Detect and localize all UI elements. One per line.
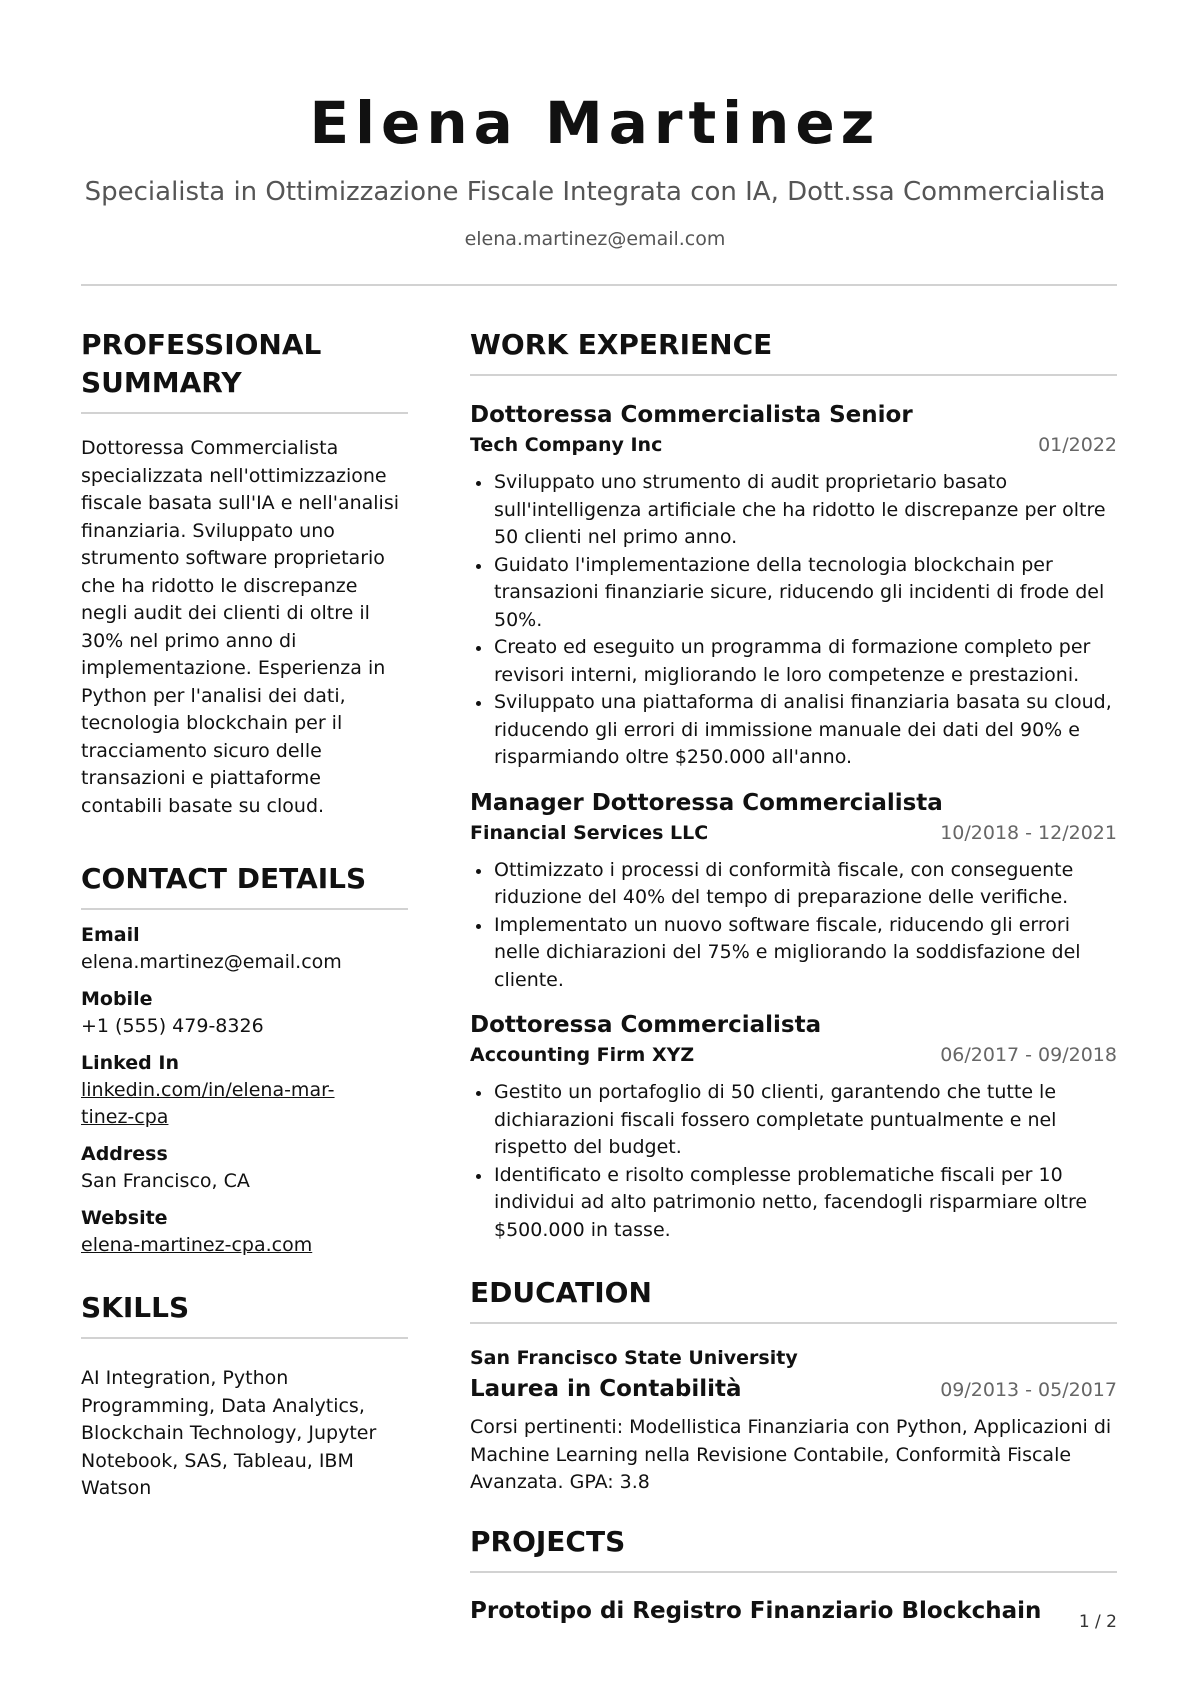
- skills-text: AI Integration, Python Programming, Data Analytics, Blockchain Technology, Jupyter Notebook, SAS, Tableau, IBM Watson: [81, 1367, 377, 1499]
- job-company: Accounting Firm XYZ: [470, 1044, 695, 1066]
- header-divider: [81, 284, 1117, 286]
- contact-divider: [81, 908, 408, 910]
- mobile-label: Mobile: [81, 988, 153, 1010]
- contact-section: [81, 860, 408, 1259]
- email-label: Email: [81, 924, 140, 946]
- address-value: San Francisco, CA: [81, 1170, 250, 1192]
- job-bullets: [470, 1079, 1117, 1244]
- job-date: 01/2022: [1038, 434, 1117, 456]
- right-column: [470, 326, 1117, 1627]
- bullet-item: Creato ed eseguito un programma di formazione completo per revisori interni, migliorando le loro competenze e prestazioni.: [470, 634, 1117, 689]
- education-section: [470, 1274, 1117, 1497]
- job-company: Tech Company Inc: [470, 434, 663, 456]
- mobile-value: +1 (555) 479-8326: [81, 1015, 264, 1037]
- bullet-item: Gestito un portafoglio di 50 clienti, garantendo che tutte le dichiarazioni fiscali fossero completate puntualmente e nel rispetto del budget.: [470, 1079, 1117, 1162]
- job-date: 06/2017 - 09/2018: [940, 1044, 1117, 1066]
- linkedin-link[interactable]: linkedin.com/in/elena-mar-tinez-cpa: [81, 1079, 335, 1128]
- bullet-item: Implementato un nuovo software fiscale, riducendo gli errori nelle dichiarazioni del 75% e migliorando la soddisfazione del cliente.: [470, 912, 1117, 995]
- projects-section: [470, 1523, 1117, 1627]
- job-entry: [470, 1010, 1117, 1244]
- edu-description: Corsi pertinenti: Modellistica Finanziaria con Python, Applicazioni di Machine Learning nella Revisione Contabile, Conformità Fiscale Avanzata. GPA: 3.8: [470, 1416, 1112, 1493]
- candidate-title: Specialista in Ottimizzazione Fiscale Integrata con IA, Dott.ssa Commercialista: [84, 177, 1106, 207]
- summary-divider: [81, 412, 408, 414]
- website-label: Website: [81, 1207, 168, 1229]
- job-entry: [470, 400, 1117, 772]
- address-label: Address: [81, 1143, 168, 1165]
- linkedin-label: Linked In: [81, 1052, 179, 1074]
- job-date: 10/2018 - 12/2021: [940, 821, 1117, 844]
- bullet-item: Guidato l'implementazione della tecnologia blockchain per transazioni finanziarie sicure, riducendo gli incidenti di frode del 50%.: [470, 552, 1117, 635]
- job-company: Financial Services LLC: [470, 821, 709, 844]
- job-title: Dottoressa Commercialista: [470, 1012, 822, 1038]
- skills-divider: [81, 1337, 408, 1339]
- job-bullets: [470, 857, 1117, 995]
- left-column: [81, 326, 408, 1503]
- candidate-name: Elena Martinez: [309, 89, 881, 157]
- summary-text: Dottoressa Commercialista specializzata nell'ottimizzazione fiscale basata sull'IA e nell'analisi finanziaria. Sviluppato uno strumento software proprietario che ha ridotto le discrepanze negli audit dei clienti di oltre il 30% nel primo anno di implementazione. Esperienza in Python per l'analisi dei dati, tecnologia blockchain per il tracciamento sicuro delle transazioni e piattaforme contabili basate su cloud.: [81, 437, 400, 817]
- skills-section: [81, 1289, 408, 1503]
- edu-date: 09/2013 - 05/2017: [940, 1379, 1117, 1401]
- header-email: elena.martinez@email.com: [464, 228, 726, 250]
- page-number: 1 / 2: [1078, 1612, 1117, 1632]
- bullet-item: Identificato e risolto complesse problematiche fiscali per 10 individui ad alto patrimonio netto, facendogli risparmiare oltre $500.000 in tasse.: [470, 1162, 1117, 1245]
- email-value: elena.martinez@email.com: [81, 951, 342, 973]
- project-title: Prototipo di Registro Finanziario Blockchain: [470, 1597, 1042, 1624]
- job-title: Manager Dottoressa Commercialista: [470, 789, 943, 816]
- skills-heading: SKILLS: [81, 1291, 190, 1324]
- website-link[interactable]: elena-martinez-cpa.com: [81, 1234, 313, 1256]
- projects-divider: [470, 1571, 1117, 1573]
- bullet-item: Ottimizzato i processi di conformità fiscale, con conseguente riduzione del 40% del tempo di preparazione delle verifiche.: [470, 857, 1117, 912]
- job-bullets: [470, 469, 1117, 772]
- education-divider: [470, 1322, 1117, 1324]
- contact-list: [81, 922, 408, 1259]
- edu-school: San Francisco State University: [470, 1347, 798, 1369]
- projects-heading: PROJECTS: [470, 1524, 626, 1558]
- work-divider: [470, 374, 1117, 376]
- summary-section: [81, 326, 408, 820]
- summary-heading: PROFESSIONAL SUMMARY: [81, 328, 322, 399]
- work-heading: WORK EXPERIENCE: [470, 328, 773, 361]
- job-entry: [470, 788, 1117, 995]
- resume-header: [0, 0, 1190, 252]
- contact-heading: CONTACT DETAILS: [81, 862, 367, 895]
- bullet-item: Sviluppato una piattaforma di analisi finanziaria basata su cloud, riducendo gli errori di immissione manuale dei dati del 90% e risparmiando oltre $250.000 all'anno.: [470, 689, 1117, 772]
- work-section: [470, 326, 1117, 1244]
- edu-degree: Laurea in Contabilità: [470, 1376, 742, 1402]
- education-heading: EDUCATION: [470, 1276, 652, 1309]
- bullet-item: Sviluppato uno strumento di audit proprietario basato sull'intelligenza artificiale che ha ridotto le discrepanze per oltre 50 clienti nel primo anno.: [470, 469, 1117, 552]
- job-title: Dottoressa Commercialista Senior: [470, 402, 913, 428]
